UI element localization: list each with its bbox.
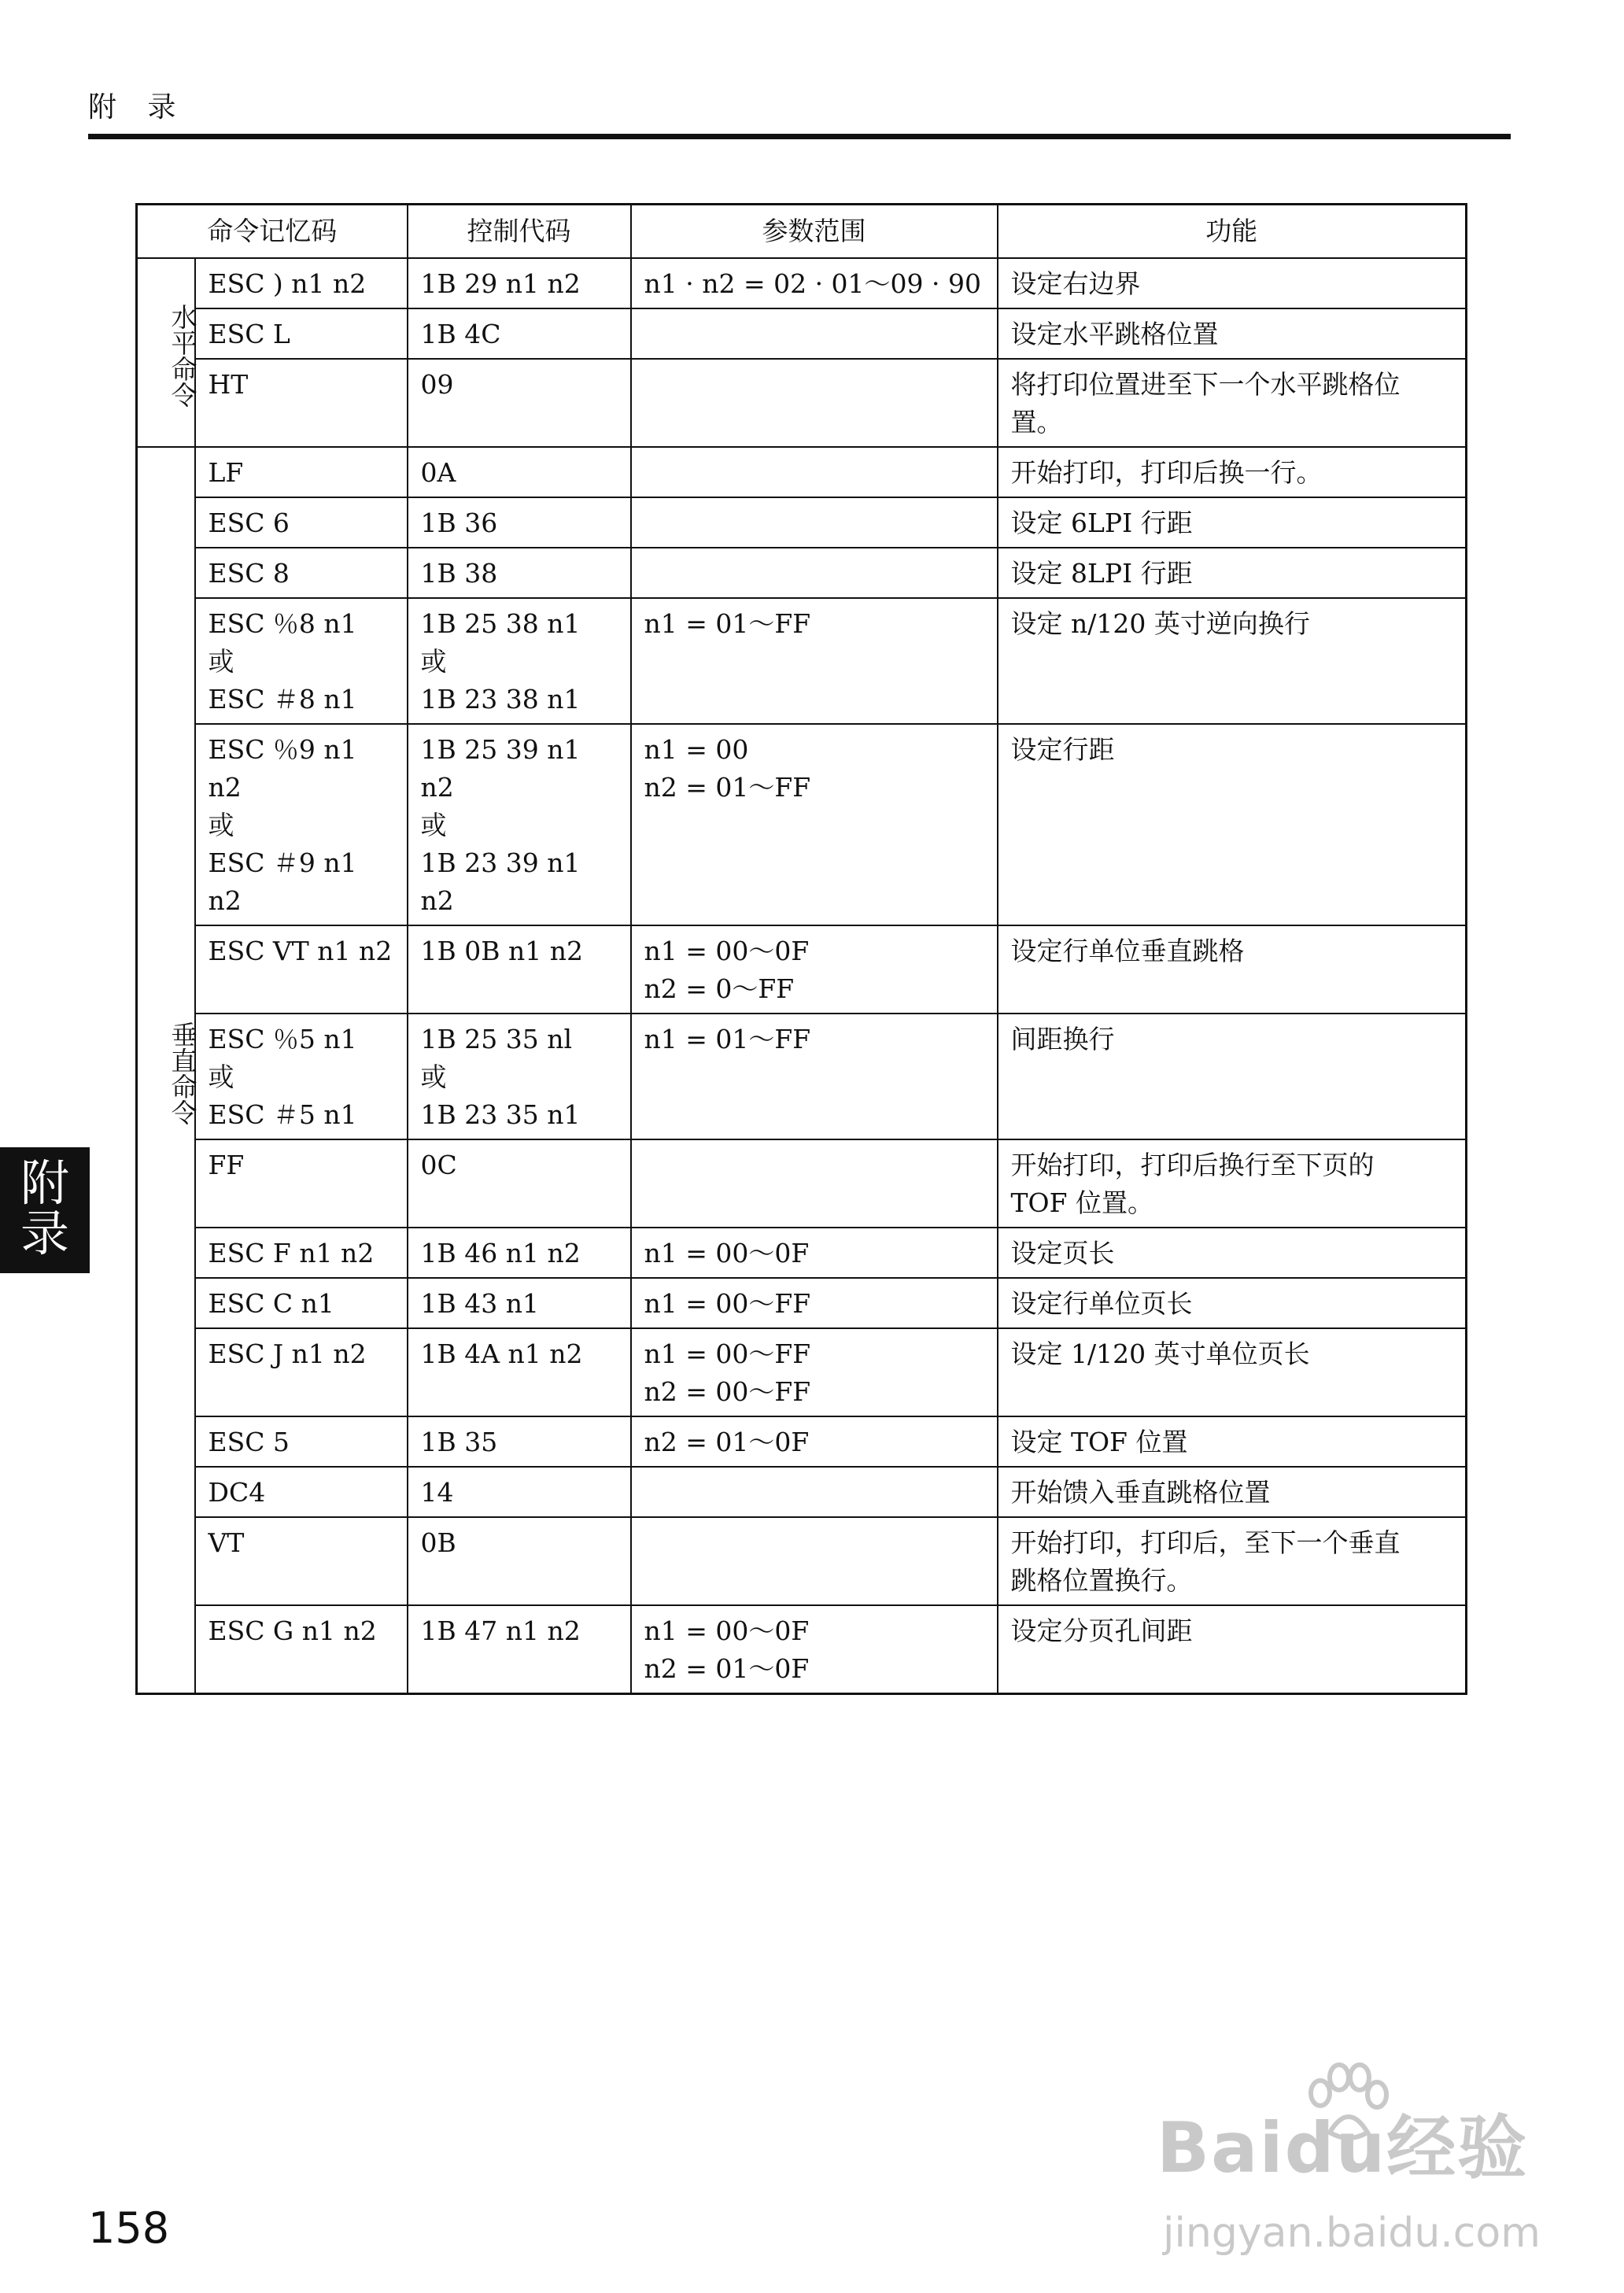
cell-range: n1 = 01～FF (631, 598, 998, 724)
cell-code: 09 (408, 359, 631, 447)
column-header-range: 参数范围 (631, 205, 998, 259)
cell-function: 设定行距 (998, 724, 1467, 925)
cell-function: 设定分页孔间距 (998, 1605, 1467, 1694)
cell-mnemonic: ESC C n1 (195, 1278, 408, 1328)
table-row (137, 1416, 1467, 1467)
cell-mnemonic: ESC 8 (195, 548, 408, 598)
table-row (137, 1467, 1467, 1517)
cell-mnemonic: ESC ％8 n1 或 ESC ＃8 n1 (195, 598, 408, 724)
cell-code: 1B 36 (408, 497, 631, 548)
cell-range (631, 497, 998, 548)
group-label: 水平命令 (137, 258, 195, 447)
table-row (137, 497, 1467, 548)
cell-mnemonic: HT (195, 359, 408, 447)
cell-code: 0B (408, 1517, 631, 1605)
section-header: 附 录 (88, 91, 187, 124)
cell-code: 1B 4A n1 n2 (408, 1328, 631, 1416)
cell-range (631, 1467, 998, 1517)
cell-function: 开始打印，打印后，至下一个垂直 跳格位置换行。 (998, 1517, 1467, 1605)
cell-mnemonic: ESC 5 (195, 1416, 408, 1467)
cell-range: n1 = 01～FF (631, 1014, 998, 1139)
cell-range (631, 447, 998, 497)
cell-mnemonic: FF (195, 1139, 408, 1228)
cell-function: 设定 1/120 英寸单位页长 (998, 1328, 1467, 1416)
cell-function: 间距换行 (998, 1014, 1467, 1139)
group-label: 垂直命令 (137, 447, 195, 1694)
header-rule (88, 134, 1511, 139)
cell-mnemonic: ESC ％9 n1 n2 或 ESC ＃9 n1 n2 (195, 724, 408, 925)
cell-function: 设定页长 (998, 1228, 1467, 1278)
cell-function: 设定行单位页长 (998, 1278, 1467, 1328)
cell-range (631, 308, 998, 359)
cell-mnemonic: ESC ) n1 n2 (195, 258, 408, 308)
table-row (137, 1278, 1467, 1328)
cell-mnemonic: LF (195, 447, 408, 497)
watermark-logo: Baidu经验 (1157, 2107, 1529, 2188)
cell-function: 开始打印，打印后换行至下页的 TOF 位置。 (998, 1139, 1467, 1228)
table-row (137, 308, 1467, 359)
column-header-code: 控制代码 (408, 205, 631, 259)
cell-range (631, 548, 998, 598)
cell-function: 设定行单位垂直跳格 (998, 925, 1467, 1014)
cell-function: 开始馈入垂直跳格位置 (998, 1467, 1467, 1517)
cell-mnemonic: ESC ％5 n1 或 ESC ＃5 n1 (195, 1014, 408, 1139)
cell-mnemonic: ESC L (195, 308, 408, 359)
table-row (137, 1328, 1467, 1416)
cell-function: 开始打印，打印后换一行。 (998, 447, 1467, 497)
cell-code: 1B 25 39 n1 n2 或 1B 23 39 n1 n2 (408, 724, 631, 925)
cell-range (631, 1139, 998, 1228)
cell-code: 1B 35 (408, 1416, 631, 1467)
cell-mnemonic: ESC VT n1 n2 (195, 925, 408, 1014)
cell-code: 1B 46 n1 n2 (408, 1228, 631, 1278)
cell-function: 设定水平跳格位置 (998, 308, 1467, 359)
cell-code: 0C (408, 1139, 631, 1228)
cell-range: n1 = 00 n2 = 01～FF (631, 724, 998, 925)
column-header-function: 功能 (998, 205, 1467, 259)
page-number: 158 (88, 2203, 170, 2253)
table-row (137, 1228, 1467, 1278)
cell-mnemonic: ESC F n1 n2 (195, 1228, 408, 1278)
cell-code: 1B 47 n1 n2 (408, 1605, 631, 1694)
table-row (137, 359, 1467, 447)
table-row (137, 548, 1467, 598)
column-header-mnemonic: 命令记忆码 (137, 205, 408, 259)
cell-code: 1B 29 n1 n2 (408, 258, 631, 308)
table-body (137, 258, 1467, 1694)
cell-range: n1 = 00～FF n2 = 00～FF (631, 1328, 998, 1416)
cell-mnemonic: ESC 6 (195, 497, 408, 548)
cell-code: 1B 43 n1 (408, 1278, 631, 1328)
cell-function: 设定 6LPI 行距 (998, 497, 1467, 548)
cell-function: 设定 8LPI 行距 (998, 548, 1467, 598)
cell-code: 14 (408, 1467, 631, 1517)
cell-function: 设定 TOF 位置 (998, 1416, 1467, 1467)
table-row (137, 1014, 1467, 1139)
command-table (135, 203, 1467, 1695)
table-row (137, 1605, 1467, 1694)
cell-range: n1 · n2 = 02 · 01～09 · 90 (631, 258, 998, 308)
table-row (137, 925, 1467, 1014)
cell-code: 0A (408, 447, 631, 497)
cell-function: 设定 n/120 英寸逆向换行 (998, 598, 1467, 724)
table-header-row (137, 205, 1467, 259)
table-row (137, 1139, 1467, 1228)
cell-function: 将打印位置进至下一个水平跳格位 置。 (998, 359, 1467, 447)
cell-mnemonic: ESC G n1 n2 (195, 1605, 408, 1694)
table-row (137, 724, 1467, 925)
table-row (137, 598, 1467, 724)
cell-mnemonic: VT (195, 1517, 408, 1605)
cell-code: 1B 38 (408, 548, 631, 598)
table-row (137, 1517, 1467, 1605)
cell-mnemonic: DC4 (195, 1467, 408, 1517)
cell-range: n1 = 00～FF (631, 1278, 998, 1328)
cell-mnemonic: ESC J n1 n2 (195, 1328, 408, 1416)
watermark (1157, 2093, 1550, 2266)
cell-range: n2 = 01～0F (631, 1416, 998, 1467)
table-row (137, 447, 1467, 497)
cell-code: 1B 0B n1 n2 (408, 925, 631, 1014)
cell-range (631, 359, 998, 447)
cell-range (631, 1517, 998, 1605)
cell-range: n1 = 00～0F n2 = 01～0F (631, 1605, 998, 1694)
cell-code: 1B 25 38 n1 或 1B 23 38 n1 (408, 598, 631, 724)
cell-range: n1 = 00～0F n2 = 0～FF (631, 925, 998, 1014)
appendix-side-tab: 附 录 (0, 1147, 90, 1273)
cell-code: 1B 4C (408, 308, 631, 359)
cell-range: n1 = 00～0F (631, 1228, 998, 1278)
table-row (137, 258, 1467, 308)
cell-function: 设定右边界 (998, 258, 1467, 308)
watermark-url: jingyan.baidu.com (1163, 2210, 1541, 2257)
cell-code: 1B 25 35 nl 或 1B 23 35 n1 (408, 1014, 631, 1139)
